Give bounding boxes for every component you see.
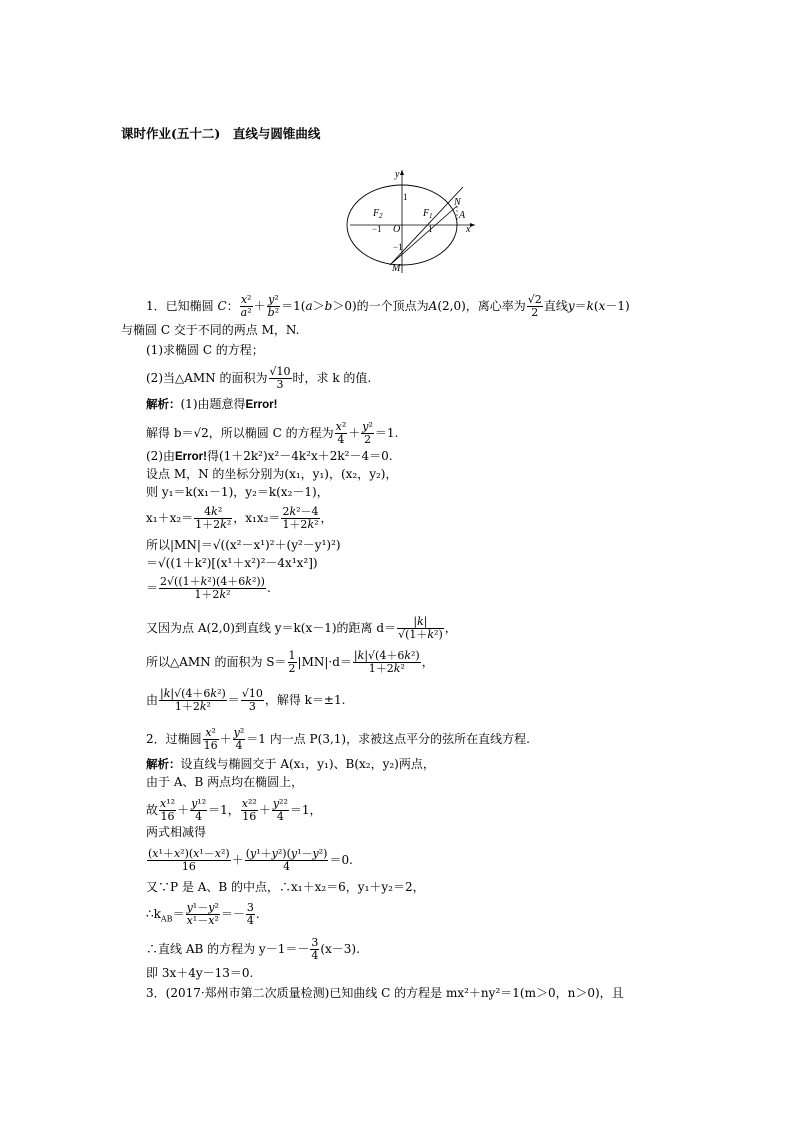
solution-1-line-1: 解析：(1)由题意得Error!	[146, 397, 278, 411]
solution-2-line-1: 解析：设直线与椭圆交于 A(x₁，y₁)、B(x₂，y₂)两点，	[146, 757, 435, 771]
problem-3-question: 3．(2017·郑州市第二次质量检测)已知曲线 C 的方程是 mx²＋ny²＝1(m＞0，n＞0)，且	[146, 986, 624, 1000]
point-a-label: A	[459, 210, 466, 221]
problem-1-question-1: (1)求椭圆 C 的方程；	[146, 343, 264, 357]
solution-1-line-9: ＝ $\frac{\text{2√((1＋k²)(4＋6k²))}}{\text{1＋2k²}}$ .	[146, 575, 271, 601]
tick-neg1-bottom: −1	[393, 242, 403, 252]
solution-1-line-12: 由 $\frac{\text{|k|√(4＋6k²)}}{\text{1＋2k²}}$ ＝ $\frac{√10}{3}$ ，解得 k＝±1.	[146, 687, 346, 713]
focus-1-label: F	[423, 208, 430, 219]
tick-1-right: 1	[428, 224, 433, 234]
solution-2-line-5: $\frac{\text{(x¹＋x²)(x¹－x²)}}{16}$ ＋ $\frac{\text{(y¹＋y²)(y¹－y²)}}{4}$ ＝0.	[148, 847, 353, 873]
y-axis-label: y	[395, 169, 400, 180]
origin-label: O	[393, 224, 401, 235]
solution-1-line-10: 又因为点 A(2,0)到直线 y＝k(x－1)的距离 d＝ $\frac{|k|}{\text{√(1＋k²)}}$ ，	[146, 615, 457, 641]
solution-2-line-6: 又∵P 是 A、B 的中点，∴x₁＋x₂＝6，y₁＋y₂＝2，	[146, 880, 425, 894]
solution-2-line-8: ∴直线 AB 的方程为 y－1＝－ $\frac{3}{4}$ (x－3).	[146, 936, 360, 962]
tick-1-top: 1	[403, 192, 408, 202]
focus-2-sub: 2	[379, 212, 383, 220]
tick-neg1-left: −1	[372, 224, 382, 234]
focus-1-sub: 1	[429, 212, 433, 220]
solution-2-line-2: 由于 A、B 两点均在椭圆上，	[146, 775, 304, 789]
ellipse-figure	[345, 165, 480, 275]
solution-1-line-2: 解得 b＝√2，所以椭圆 C 的方程为 $\frac{\text{x²}}{4}$ ＋ $\frac{\text{y²}}{2}$ ＝1.	[146, 420, 399, 446]
solution-1-line-7: 所以|MN|＝√((x²－x¹)²＋(y²－y¹)²)	[146, 538, 341, 552]
solution-2-line-7: $\therefore k_{AB}=$ $\frac{\text{y¹－y²}}{\text{x¹－x²}}$ ＝－ $\frac{3}{4}$ .	[146, 901, 260, 927]
point-n-label: N	[454, 197, 461, 208]
solution-1-line-4: 设点 M，N 的坐标分别为(x₁，y₁)，(x₂，y₂)，	[146, 467, 398, 481]
problem-1-question-2: (2)当△AMN 的面积为 $\frac{√10}{3}$ 时，求 k 的值.	[146, 365, 372, 391]
solution-2-line-4: 两式相减得	[146, 825, 207, 839]
point-m-label: M	[392, 263, 401, 274]
solution-2-line-9: 即 3x＋4y－13＝0.	[146, 966, 254, 980]
x-axis-label: x	[466, 224, 471, 235]
solution-1-line-5: 则 y₁＝k(x₁－1)，y₂＝k(x₂－1)，	[146, 485, 329, 499]
focus-2-label: F	[373, 208, 380, 219]
solution-1-line-6: x₁＋x₂＝ $\frac{\text{4k²}}{\text{1＋2k²}}$ ，x₁x₂＝ $\frac{\text{2k²－4}}{\text{1＋2k²}}$ ，	[146, 505, 333, 531]
problem-1-line-1: 1．已知椭圆 C： $\frac{\text{x²}}{\text{a²}}$ ＋ $\frac{\text{y²}}{\text{b²}}$ ＝1(a＞b＞0)的一个顶点为A(2,0)，离心率为 $\frac{√2}{2}$ 直线y＝k(x－1)	[146, 293, 630, 319]
solution-1-line-3: (2)由Error!得(1＋2k²)x²－4k²x＋2k²－4＝0.	[146, 449, 393, 463]
solution-1-line-11: 所以△AMN 的面积为 S＝ $\frac{1}{2}$ |MN|·d＝ $\frac{\text{|k|√(4＋6k²)}}{\text{1＋2k²}}$ ，	[146, 649, 434, 675]
problem-2-question: 2．过椭圆 $\frac{\text{x²}}{16}$ ＋ $\frac{\text{y²}}{4}$ ＝1 内一点 P(3,1)，求被这点平分的弦所在直线方程.	[146, 726, 530, 752]
problem-1-line-2: 与椭圆 C 交于不同的两点 M，N.	[121, 323, 300, 337]
page-title: 课时作业(五十二) 直线与圆锥曲线	[121, 126, 321, 141]
solution-1-line-8: ＝√((1＋k²)[(x¹＋x²)²－4x¹x²])	[146, 556, 318, 570]
solution-2-line-3: 故 $\frac{\text{x¹²}}{16}$ ＋ $\frac{\text{y¹²}}{4}$ ＝1， $\frac{\text{x²²}}{16}$ ＋ $\frac{\text{y²²}}{4}$ ＝1，	[146, 797, 322, 823]
